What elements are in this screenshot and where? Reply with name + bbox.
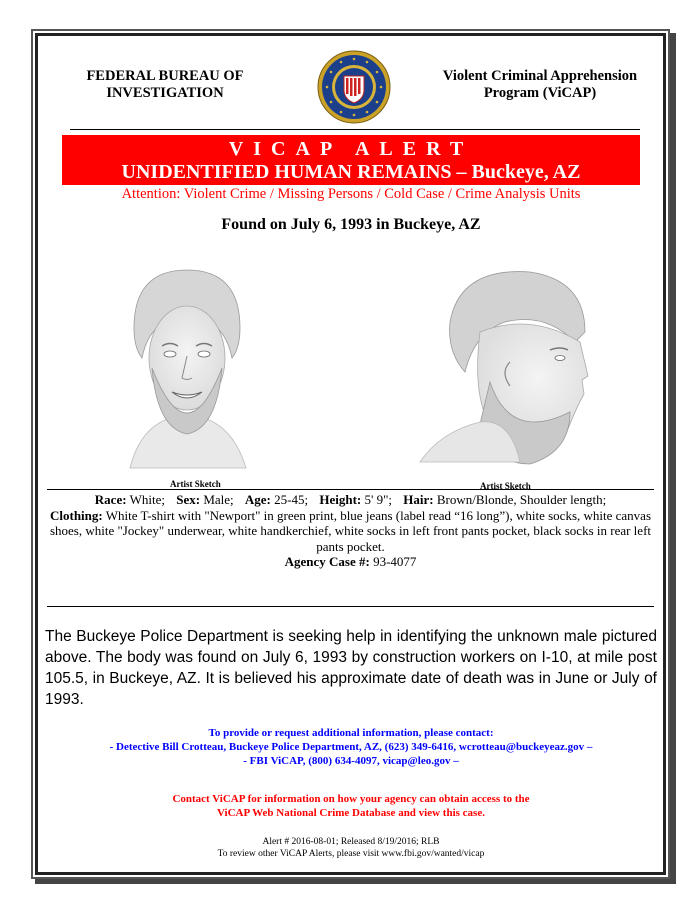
program-name: Violent Criminal Apprehension Program (ViCAP) [442, 68, 638, 101]
found-heading: Found on July 6, 1993 in Buckeye, AZ [221, 216, 481, 233]
page-shadow-bottom [35, 879, 676, 884]
case-summary: The Buckeye Police Department is seeking help in identifying the unknown male pictured above. The body was found on July 6, 1993 by construction workers on I-10, at mile post 105.5, in Buckeye, AZ. It is believed his approximate date of death was in June or July of 1993. [45, 628, 657, 708]
fbi-seal-icon [317, 50, 391, 124]
vicap-website-note: To review other ViCAP Alerts, please visit www.fbi.gov/wanted/vicap [217, 849, 485, 859]
alert-number: Alert # 2016-08-01; Released 8/19/2016; RLB [262, 837, 440, 847]
alert-subtitle: UNIDENTIFIED HUMAN REMAINS – Buckeye, AZ [121, 161, 581, 183]
agency-case-number: Agency Case #: 93-4077 [284, 554, 417, 569]
page-shadow-right [670, 33, 676, 883]
artist-sketch-front [112, 258, 262, 476]
contact-info: To provide or request additional information, please contact: - Detective Bill Crotteau, Buckeye Police Department, AZ, (623) 349-6416, wcrotteau@buckeyeaz.gov – - FBI ViCAP, (800) 634-4097, vicap@leo.gov – [45, 726, 657, 768]
sketch-caption-profile: Artist Sketch [480, 481, 531, 491]
artist-sketch-profile [410, 262, 610, 470]
physical-description: Race: White; Sex: Male; Age: 25-45; Height: 5' 9"; Hair: Brown/Blonde, Shoulder length; [94, 492, 607, 507]
fbi-vicap-contact: - FBI ViCAP, (800) 634-4097, vicap@leo.gov – [243, 755, 459, 767]
alert-banner [62, 135, 640, 185]
sketch-caption-front: Artist Sketch [170, 479, 221, 489]
attention-line: Attention: Violent Crime / Missing Persons / Cold Case / Crime Analysis Units [121, 186, 581, 202]
clothing-description: Clothing: White T-shirt with "Newport" in green print, blue jeans (label read “16 long”), white socks, white canvas shoes, white "Jockey" underwear, white handkerchief, white socks in left front pants pocket, black socks in rear left pants pocket. [49, 507, 652, 554]
header-divider [70, 129, 640, 130]
alert-title: VICAP ALERT [228, 138, 474, 160]
description-box [47, 489, 654, 607]
header [70, 50, 640, 130]
detective-contact: - Detective Bill Crotteau, Buckeye Police Department, AZ, (623) 349-6416, wcrotteau@buckeyeaz.gov – [109, 741, 593, 753]
vicap-access-note: Contact ViCAP for information on how your agency can obtain access to the ViCAP Web National Crime Database and view this case. [172, 793, 530, 819]
alert-footer [45, 836, 657, 860]
agency-name: FEDERAL BUREAU OF INVESTIGATION [86, 68, 244, 101]
